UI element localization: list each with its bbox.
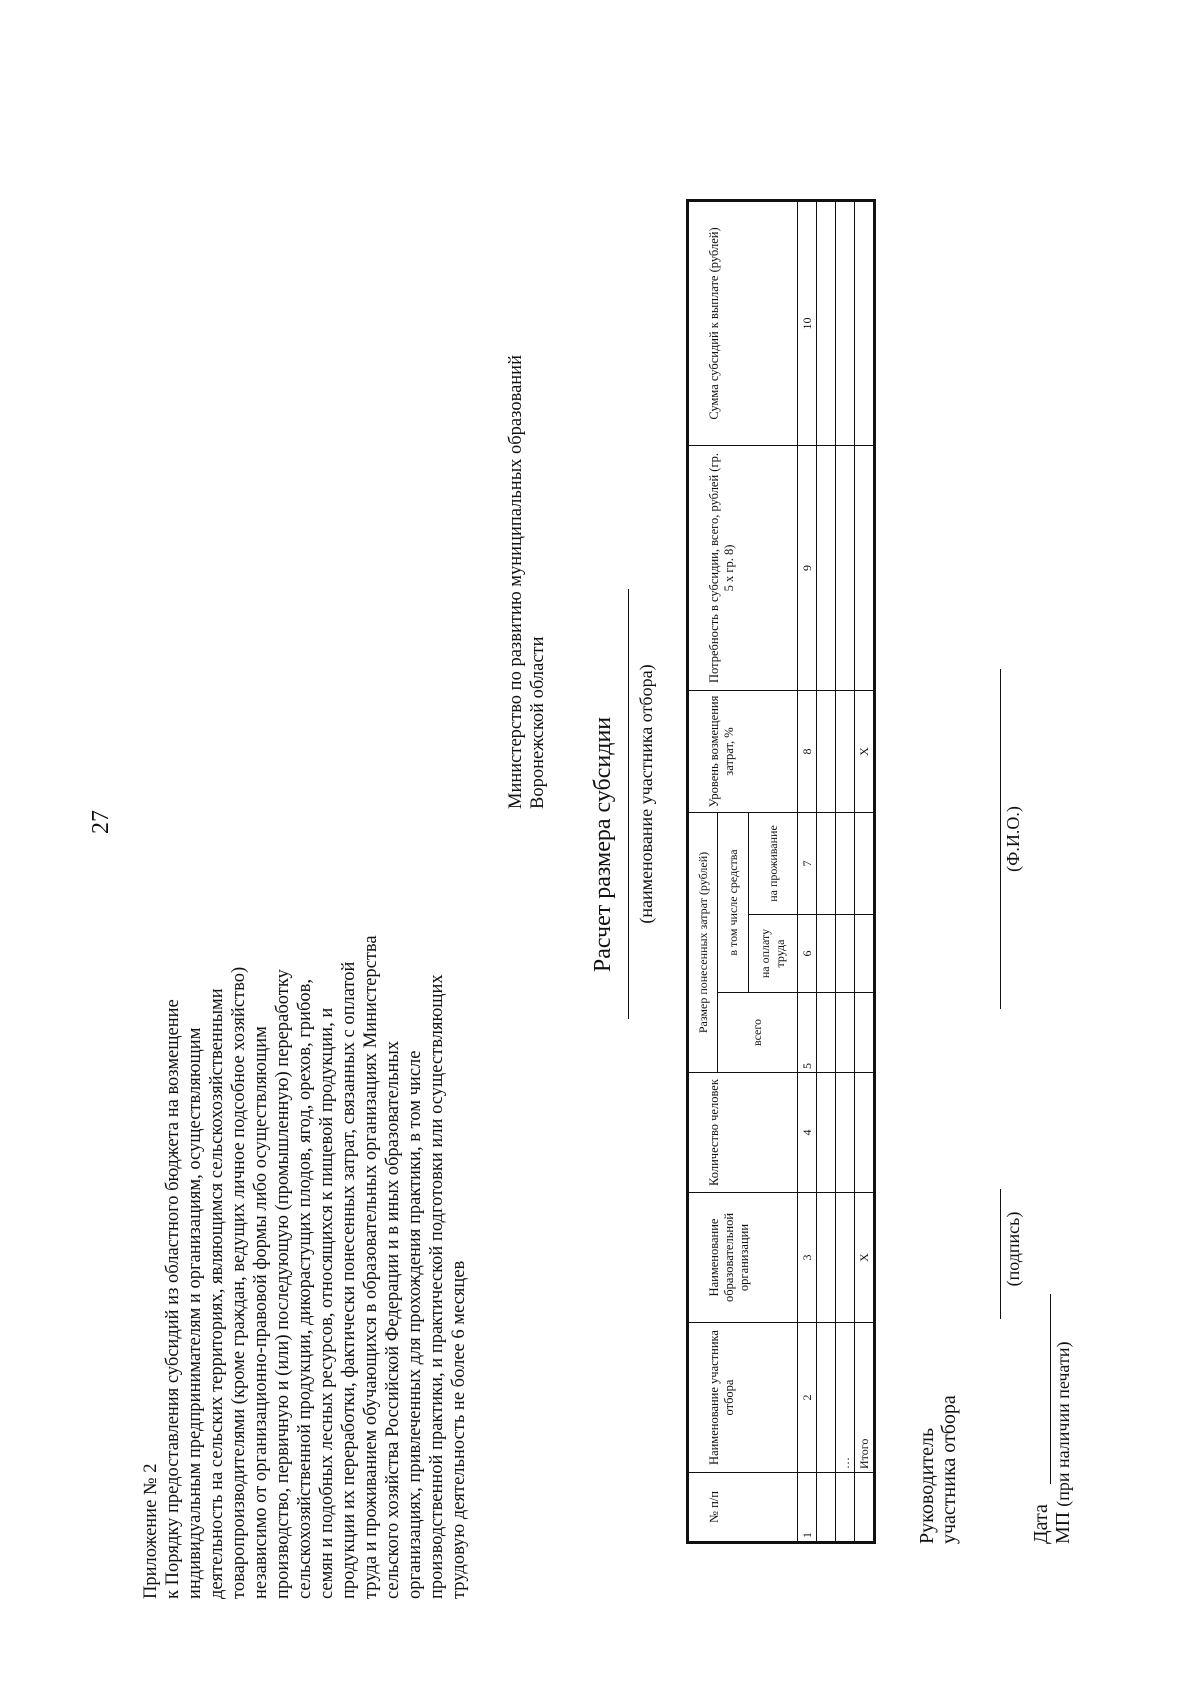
table-cell: [836, 1473, 855, 1543]
table-cell: [817, 993, 836, 1073]
table-cell: X: [855, 1193, 875, 1323]
appendix-line: труда и проживанием обучающихся в образовательных организациях Министерства: [361, 935, 381, 1599]
participant-line: [628, 589, 629, 1019]
header-participant: Наименование участника отбора: [688, 1323, 798, 1473]
ministry-block: [505, 189, 549, 809]
appendix-line: независимо от организационно-правовой формы либо осуществляющим: [251, 1026, 271, 1599]
table-cell: [836, 691, 855, 813]
header-sum: Сумма субсидий к выплате (рублей): [688, 201, 798, 446]
appendix-line: продукции их переработки, фактически понесенных затрат, связанных с оплатой: [339, 961, 359, 1599]
table-cell: [817, 1323, 836, 1473]
table-cell: [836, 813, 855, 915]
table-cell: [855, 915, 875, 993]
table-cell: [855, 1073, 875, 1193]
head-line: Руководитель: [916, 1427, 938, 1544]
header-level: Уровень возмещения затрат, %: [688, 691, 798, 813]
mp-block: [1052, 1342, 1074, 1544]
subsidy-table: [686, 199, 876, 1544]
header-need: Потребность в субсидии, всего, рублей (гр. 5 х гр. 8): [688, 446, 798, 691]
table-cell: [817, 915, 836, 993]
header-incl: в том числе средства: [718, 813, 749, 993]
col-number: 9: [798, 446, 817, 691]
date-line: [1050, 1294, 1051, 1484]
col-number: 5: [798, 993, 817, 1073]
col-number: 2: [798, 1323, 817, 1473]
appendix-line: товаропроизводителями (кроме граждан, ведущих личное подсобное хозяйство): [229, 966, 249, 1599]
table-cell: [836, 1073, 855, 1193]
header-pay: на оплату труда: [749, 915, 798, 993]
signature-line: [1000, 1189, 1001, 1319]
ministry-line: Министерство по развитию муниципальных образований: [506, 355, 526, 809]
appendix-line: деятельность на сельских территориях, являющимся сельскохозяйственными: [207, 988, 227, 1599]
appendix-line: трудовую деятельность не более 6 месяцев: [449, 1260, 469, 1599]
table-cell: [817, 691, 836, 813]
table-cell: [836, 201, 855, 446]
col-number: 4: [798, 1073, 817, 1193]
appendix-line: к Порядку предоставления субсидий из областного бюджета на возмещение: [163, 999, 183, 1599]
col-number: 6: [798, 915, 817, 993]
appendix-header: [140, 189, 470, 1599]
table-cell: [817, 813, 836, 915]
mp-note: (при наличии печати): [1053, 1341, 1073, 1507]
table-cell: [855, 813, 875, 915]
calc-title: Расчет размера субсидии: [590, 716, 616, 973]
table-cell: [836, 1193, 855, 1323]
fio-line: [1000, 669, 1001, 1009]
date-label: Дата: [1030, 1504, 1052, 1544]
table-cell: [855, 446, 875, 691]
col-number: 8: [798, 691, 817, 813]
col-number: 3: [798, 1193, 817, 1323]
fio-label: (Ф.И.О.): [1003, 806, 1023, 872]
appendix-line: производство, первичную и (или) последующую (промышленную) переработку: [273, 969, 293, 1599]
header-costs: Размер понесенных затрат (рублей): [688, 813, 718, 1073]
header-count: Количество человек: [688, 1073, 798, 1193]
participant-label: (наименование участника отбора): [636, 664, 656, 924]
appendix-line: индивидуальным предпринимателям и организациям, осуществляющим: [185, 1027, 205, 1599]
appendix-line: сельскохозяйственной продукции, дикорастущих плодов, ягод, орехов, грибов,: [295, 979, 315, 1599]
ministry-line: Воронежской области: [528, 636, 548, 809]
table-cell: …: [836, 1323, 855, 1473]
table-cell: [836, 446, 855, 691]
signature-label: (подпись): [1003, 1211, 1023, 1287]
header-num: № п/п: [688, 1473, 798, 1543]
table-cell: [836, 915, 855, 993]
header-org: Наименование образовательной организации: [688, 1193, 798, 1323]
table-cell: [836, 993, 855, 1073]
appendix-line: семян и подобных лесных ресурсов, относящихся к пищевой продукции, и: [317, 1007, 337, 1599]
total-label: Итого: [855, 1323, 875, 1473]
table-cell: [855, 993, 875, 1073]
table-cell: [817, 1193, 836, 1323]
table-cell: [817, 201, 836, 446]
appendix-line: Приложение № 2: [141, 1463, 161, 1599]
head-block: [916, 1395, 960, 1544]
table-cell: [855, 201, 875, 446]
table-cell: [817, 1473, 836, 1543]
appendix-line: сельского хозяйства Российской Федерации и в иных образовательных: [383, 1040, 403, 1599]
table-cell: X: [855, 691, 875, 813]
appendix-line: производственной практики, и практической подготовки или осуществляющих: [427, 974, 447, 1599]
table-cell: [817, 1073, 836, 1193]
page-number: 27: [88, 810, 114, 834]
header-total: всего: [718, 993, 798, 1073]
appendix-line: организациях, привлеченных для прохождения практики, в том числе: [405, 1050, 425, 1599]
col-number: 1: [798, 1473, 817, 1543]
mp-label: МП: [1052, 1511, 1074, 1544]
col-number: 7: [798, 813, 817, 915]
table-cell: [817, 446, 836, 691]
table-cell: [855, 1473, 875, 1543]
head-line: участника отбора: [938, 1395, 960, 1544]
col-number: 10: [798, 201, 817, 446]
header-living: на проживание: [749, 813, 798, 915]
